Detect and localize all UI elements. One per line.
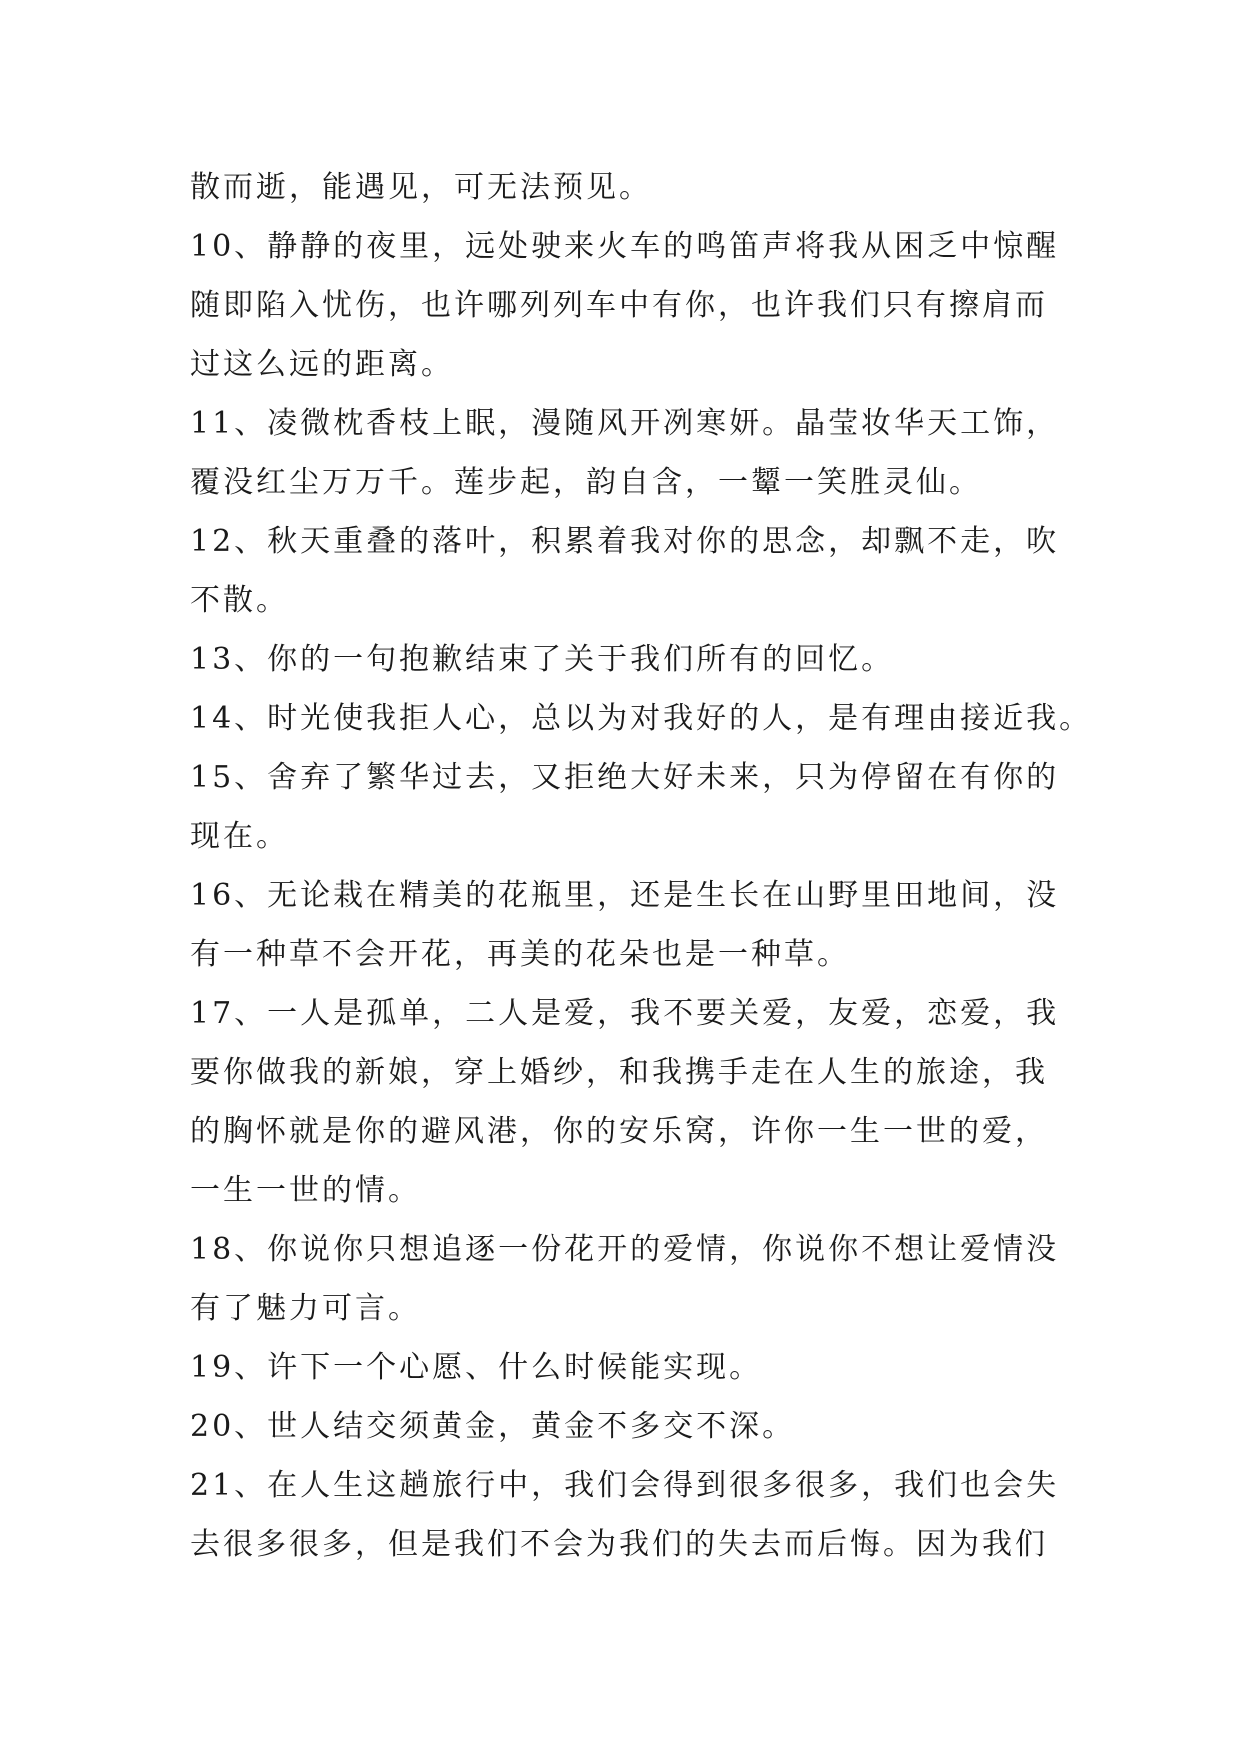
text-line: 散而逝，能遇见，可无法预见。	[190, 170, 652, 205]
text-line: 10、静静的夜里，远处驶来火车的鸣笛声将我从困乏中惊醒	[190, 229, 1060, 264]
text-line: 16、无论栽在精美的花瓶里，还是生长在山野里田地间，没	[190, 878, 1060, 913]
text-line: 要你做我的新娘，穿上婚纱，和我携手走在人生的旅途，我	[190, 1055, 1048, 1090]
text-line: 有了魅力可言。	[190, 1291, 421, 1326]
text-line: 过这么远的距离。	[190, 347, 454, 382]
text-line: 去很多很多，但是我们不会为我们的失去而后悔。因为我们	[190, 1527, 1048, 1562]
text-line: 覆没红尘万万千。莲步起，韵自含，一颦一笑胜灵仙。	[190, 465, 982, 500]
text-line: 21、在人生这趟旅行中，我们会得到很多很多，我们也会失	[190, 1468, 1060, 1503]
text-line: 随即陷入忧伤，也许哪列列车中有你，也许我们只有擦肩而	[190, 288, 1048, 323]
text-line: 一生一世的情。	[190, 1173, 421, 1208]
text-line: 12、秋天重叠的落叶，积累着我对你的思念，却飘不走，吹	[190, 524, 1060, 559]
text-line: 11、凌微枕香枝上眠，漫随风开冽寒妍。晶莹妆华天工饰，	[190, 406, 1060, 441]
text-line: 18、你说你只想追逐一份花开的爱情，你说你不想让爱情没	[190, 1232, 1060, 1267]
document-body	[190, 158, 1093, 1574]
text-line: 13、你的一句抱歉结束了关于我们所有的回忆。	[190, 642, 895, 677]
text-line: 19、许下一个心愿、什么时候能实现。	[190, 1350, 763, 1385]
text-line: 15、舍弃了繁华过去，又拒绝大好未来，只为停留在有你的	[190, 760, 1060, 795]
text-line: 的胸怀就是你的避风港，你的安乐窝，许你一生一世的爱，	[190, 1114, 1048, 1149]
text-line: 14、时光使我拒人心，总以为对我好的人，是有理由接近我。	[190, 701, 1093, 736]
text-line: 20、世人结交须黄金，黄金不多交不深。	[190, 1409, 796, 1444]
text-line: 现在。	[190, 819, 289, 854]
text-line: 有一种草不会开花，再美的花朵也是一种草。	[190, 937, 850, 972]
text-line: 17、一人是孤单，二人是爱，我不要关爱，友爱，恋爱，我	[190, 996, 1060, 1031]
text-line: 不散。	[190, 583, 289, 618]
